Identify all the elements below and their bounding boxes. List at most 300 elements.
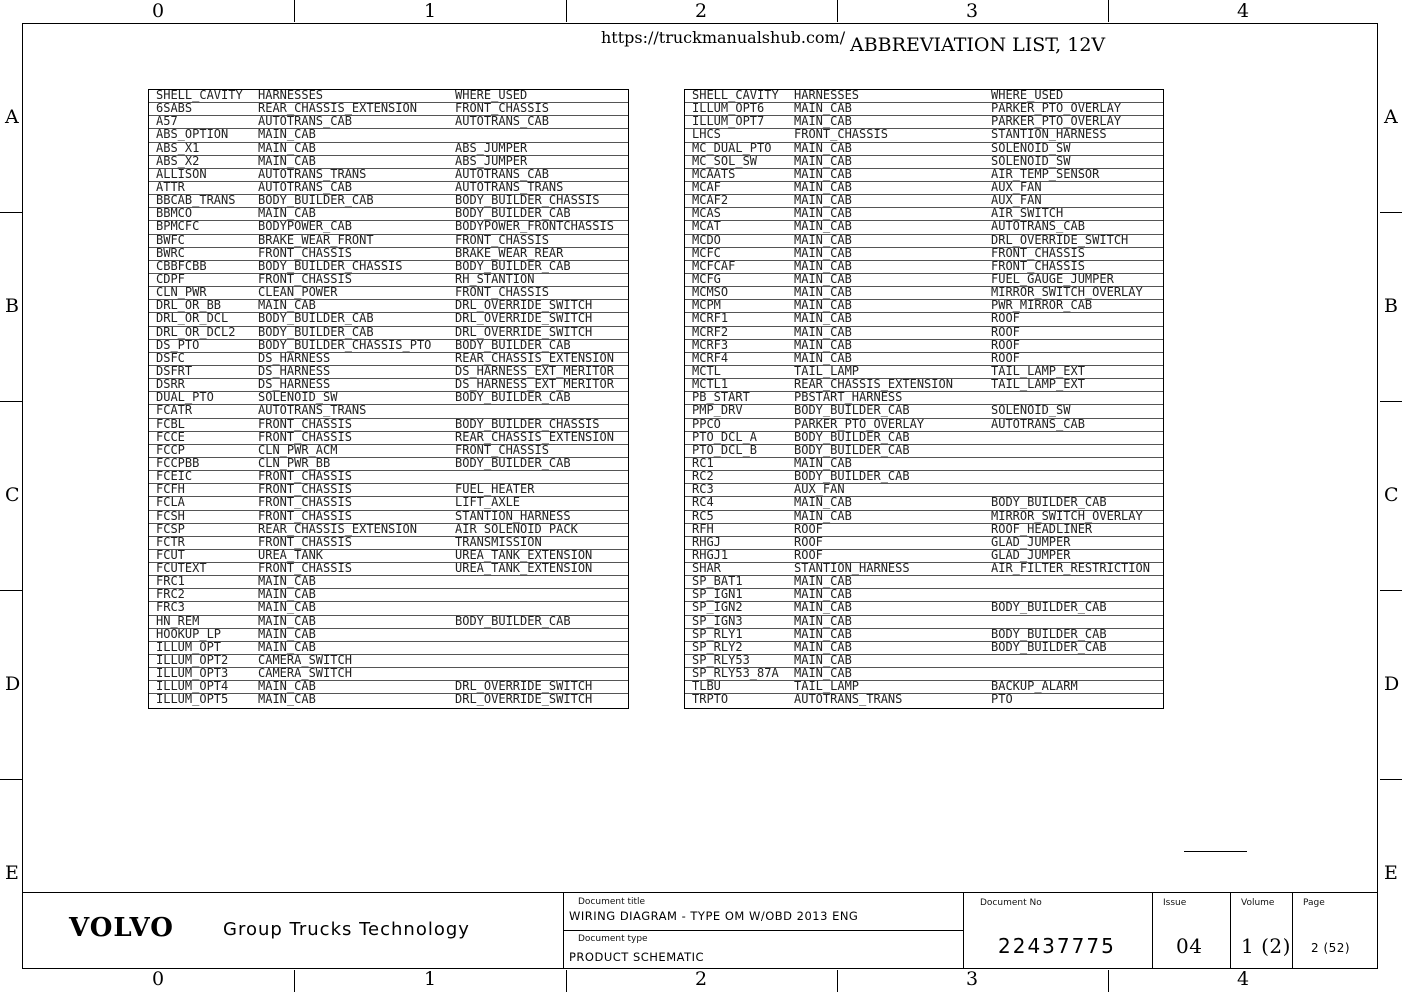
harness-cell: MAIN_CAB (794, 639, 852, 654)
volume: 1 (2) (1241, 934, 1291, 958)
shell-cavity-cell: MCAF2 (692, 193, 729, 208)
where-used-cell: STANTION_HARNESS (991, 127, 1107, 142)
where-used-cell: BRAKE_WEAR_REAR (455, 245, 564, 260)
where-used-cell: ABS_JUMPER (455, 153, 528, 168)
shell-cavity-cell: FCBL (156, 416, 185, 431)
row-label-right: A (1384, 106, 1398, 128)
shell-cavity-cell: DRL_OR_DCL (156, 311, 229, 326)
shell-cavity-cell: ILLUM_OPT3 (156, 666, 229, 681)
column-label-bottom: 2 (695, 968, 708, 990)
where-used-cell: FRONT_CHASSIS (455, 101, 549, 116)
harness-cell: MAIN_CAB (794, 285, 852, 300)
shell-cavity-cell: BBCAB_TRANS (156, 193, 236, 208)
shell-cavity-cell: SP_IGN1 (692, 587, 743, 602)
harness-cell: MAIN_CAB (258, 613, 316, 628)
zone-divider (0, 590, 22, 591)
shell-cavity-cell: MCRF4 (692, 350, 729, 365)
shell-cavity-cell: SP_IGN2 (692, 600, 743, 615)
issue-cell (1152, 893, 1230, 969)
shell-cavity-cell: TRPTO (692, 692, 729, 707)
where-used-cell: FUEL_HEATER (455, 482, 535, 497)
where-used-cell: PARKER_PTO_OVERLAY (991, 114, 1122, 129)
harness-cell: FRONT_CHASSIS (258, 482, 352, 497)
harness-cell: MAIN_CAB (794, 508, 852, 523)
shell-cavity-cell: FCSP (156, 521, 185, 536)
shell-cavity-cell: FCFH (156, 482, 185, 497)
where-used-cell: DRL_OVERRIDE_SWITCH (455, 692, 593, 707)
where-used-cell: AUTOTRANS_CAB (455, 114, 549, 129)
table-row (149, 221, 628, 234)
harness-cell: MAIN_CAB (258, 206, 316, 221)
where-used-cell: UREA_TANK_EXTENSION (455, 561, 593, 576)
shell-cavity-cell: MCMSO (692, 285, 729, 300)
where-used-cell: FRONT_CHASSIS (455, 285, 549, 300)
shell-cavity-cell: MCRF3 (692, 337, 729, 352)
harness-cell: MAIN_CAB (258, 626, 316, 641)
shell-cavity-cell: ILLUM_OPT4 (156, 679, 229, 694)
where-used-cell: AUTOTRANS_CAB (991, 416, 1085, 431)
harness-cell: MAIN_CAB (794, 324, 852, 339)
table-row (149, 153, 628, 169)
zone-divider (566, 970, 567, 992)
table-row (149, 271, 628, 287)
harness-cell: AUTOTRANS_TRANS (258, 166, 367, 181)
zone-divider (294, 970, 295, 992)
table-row (685, 379, 1163, 392)
shell-cavity-cell: SP_RLY2 (692, 639, 743, 654)
zone-divider (0, 212, 22, 213)
where-used-cell: BODY_BUILDER_CAB (991, 639, 1107, 654)
zone-divider (1108, 0, 1109, 22)
shell-cavity-cell: RFH (692, 521, 714, 536)
table-row (685, 313, 1163, 326)
shell-cavity-cell: ILLUM_OPT (156, 639, 222, 654)
shell-cavity-cell: PTO_DCL_B (692, 442, 758, 457)
zone-divider (1380, 212, 1402, 213)
where-used-cell: AUTOTRANS_CAB (991, 219, 1085, 234)
issue-label: Issue (1163, 898, 1187, 908)
row-label-right: D (1384, 673, 1400, 695)
shell-cavity-cell: RHGJ1 (692, 547, 729, 562)
table-row (149, 129, 628, 142)
harness-cell: REAR_CHASSIS_EXTENSION (794, 377, 953, 392)
shell-cavity-cell: PPCO (692, 416, 721, 431)
table-row (149, 455, 628, 471)
table-row (149, 484, 628, 497)
harness-cell: MAIN_CAB (794, 245, 852, 260)
where-used-cell: FRONT_CHASSIS (991, 245, 1085, 260)
shell-cavity-cell: MCAT (692, 219, 721, 234)
harness-cell: MAIN_CAB (258, 679, 316, 694)
row-label-right: C (1384, 484, 1399, 506)
harness-cell: MAIN_CAB (794, 140, 852, 155)
shell-cavity-cell: SP_IGN3 (692, 613, 743, 628)
where-used-cell: AIR_SWITCH (991, 206, 1064, 221)
doc-no-label: Document No (980, 898, 1042, 908)
where-used-cell: DRL_OVERRIDE_SWITCH (455, 298, 593, 313)
shell-cavity-cell: DUAL_PTO (156, 390, 214, 405)
harness-cell: MAIN_CAB (794, 653, 852, 668)
zone-divider (837, 0, 838, 22)
row-label-right: B (1384, 295, 1398, 317)
where-used-cell: BODY_BUILDER_CAB (455, 258, 571, 273)
shell-cavity-cell: MCPM (692, 298, 721, 313)
shell-cavity-cell: FRC1 (156, 574, 185, 589)
where-used-cell: PARKER_PTO_OVERLAY (991, 101, 1122, 116)
where-used-cell: AUX_FAN (991, 193, 1042, 208)
zone-divider (294, 0, 295, 22)
table-row (685, 681, 1163, 694)
harness-cell: BODY_BUILDER_CHASSIS (258, 258, 403, 273)
harness-cell: MAIN_CAB (258, 692, 316, 707)
harness-cell: MAIN_CAB (794, 219, 852, 234)
table-row (685, 232, 1163, 248)
where-used-cell: DS_HARNESS_EXT_MERITOR (455, 377, 614, 392)
shell-cavity-cell: 6SABS (156, 101, 193, 116)
table-row (149, 694, 628, 707)
shell-cavity-cell: CBBFCBB (156, 258, 207, 273)
where-used-cell: BODY_BUILDER_CAB (455, 455, 571, 470)
table-row (685, 694, 1163, 707)
table-row (685, 350, 1163, 366)
shell-cavity-cell: SHELL_CAVITY (692, 88, 779, 102)
issue: 04 (1176, 934, 1203, 958)
row-label-left: E (5, 862, 19, 884)
column-label-top: 3 (966, 0, 979, 22)
harness-cell: ROOF (794, 547, 823, 562)
shell-cavity-cell: MCTL1 (692, 377, 729, 392)
table-row (685, 602, 1163, 615)
where-used-cell: TAIL_LAMP_EXT (991, 363, 1085, 378)
shell-cavity-cell: ILLUM_OPT2 (156, 653, 229, 668)
doc-no-cell (963, 893, 1152, 969)
where-used-cell: ABS_JUMPER (455, 140, 528, 155)
column-label-top: 1 (424, 0, 437, 22)
shell-cavity-cell: FCUTEXT (156, 561, 207, 576)
shell-cavity-cell: A57 (156, 114, 178, 129)
table-row (685, 195, 1163, 208)
where-used-cell: DRL_OVERRIDE_SWITCH (455, 324, 593, 339)
harness-cell: BODY_BUILDER_CAB (794, 469, 910, 484)
harness-cell: FRONT_CHASSIS (258, 561, 352, 576)
zone-divider (1380, 590, 1402, 591)
shell-cavity-cell: RC2 (692, 469, 714, 484)
harness-cell: MAIN_CAB (794, 311, 852, 326)
row-label-left: C (5, 484, 20, 506)
shell-cavity-cell: MCFC (692, 245, 721, 260)
where-used-cell: FRONT_CHASSIS (455, 442, 549, 457)
abbreviation-table-left (148, 89, 629, 709)
column-label-top: 4 (1237, 0, 1250, 22)
harness-cell: MAIN_CAB (794, 206, 852, 221)
harness-cell: ROOF (794, 534, 823, 549)
harness-cell: BODY_BUILDER_CAB (794, 429, 910, 444)
row-label-left: D (5, 673, 21, 695)
doc-type-cell (563, 931, 963, 969)
shell-cavity-cell: BBMCO (156, 206, 193, 221)
harness-cell: MAIN_CAB (794, 179, 852, 194)
table-row (685, 471, 1163, 484)
harness-cell: MAIN_CAB (794, 298, 852, 313)
shell-cavity-cell: ILLUM_OPT7 (692, 114, 765, 129)
shell-cavity-cell: DRL_OR_BB (156, 298, 222, 313)
shell-cavity-cell: RC4 (692, 495, 714, 510)
table-row (149, 589, 628, 602)
harness-cell: FRONT_CHASSIS (258, 416, 352, 431)
harness-cell: CAMERA_SWITCH (258, 666, 352, 681)
shell-cavity-cell: PB_START (692, 390, 750, 405)
volume-cell (1230, 893, 1292, 969)
harness-cell: FRONT_CHASSIS (258, 534, 352, 549)
table-row (685, 324, 1163, 340)
zone-divider (0, 779, 22, 780)
harness-cell: CLN_PWR_ACM (258, 442, 338, 457)
where-used-cell: GLAD_JUMPER (991, 534, 1071, 549)
table-row (685, 563, 1163, 576)
table-row (685, 668, 1163, 681)
harness-cell: UREA_TANK (258, 547, 324, 562)
where-used-cell: BODY_BUILDER_CAB (991, 600, 1107, 615)
where-used-cell: FUEL_GAUGE_JUMPER (991, 271, 1114, 286)
shell-cavity-cell: PMP_DRV (692, 403, 743, 418)
harness-cell: FRONT_CHASSIS (258, 469, 352, 484)
source-url[interactable]: https://truckmanualshub.com/ (601, 28, 846, 47)
table-row (149, 576, 628, 589)
where-used-cell: PWR_MIRROR_CAB (991, 298, 1093, 313)
harness-cell: BODY_BUILDER_CAB (794, 403, 910, 418)
harness-cell: MAIN_CAB (258, 639, 316, 654)
doc-title: WIRING DIAGRAM - TYPE OM W/OBD 2013 ENG (569, 909, 859, 923)
where-used-cell: PTO (991, 692, 1013, 707)
column-label-bottom: 1 (424, 968, 437, 990)
volvo-logo: VOLVO (69, 913, 174, 943)
shell-cavity-cell: MCFG (692, 271, 721, 286)
harness-cell: TAIL_LAMP (794, 363, 860, 378)
shell-cavity-cell: ATTR (156, 179, 185, 194)
shell-cavity-cell: BPMCFC (156, 219, 200, 234)
shell-cavity-cell: FCATR (156, 403, 193, 418)
shell-cavity-cell: RC1 (692, 455, 714, 470)
harness-cell: FRONT_CHASSIS (258, 271, 352, 286)
zone-divider (837, 970, 838, 992)
shell-cavity-cell: MCDO (692, 232, 721, 247)
shell-cavity-cell: DRL_OR_DCL2 (156, 324, 236, 339)
harness-cell: DS_HARNESS (258, 363, 331, 378)
where-used-cell: AUTOTRANS_CAB (455, 166, 549, 181)
where-used-cell: REAR_CHASSIS_EXTENSION (455, 350, 614, 365)
harness-cell: CAMERA_SWITCH (258, 653, 352, 668)
doc-title-cell (563, 893, 963, 931)
harness-cell: HARNESSES (794, 88, 860, 102)
doc-title-label: Document title (578, 897, 646, 907)
table-row (149, 392, 628, 405)
shell-cavity-cell: FCUT (156, 547, 185, 562)
doc-no: 22437775 (998, 934, 1116, 958)
harness-cell: FRONT_CHASSIS (258, 495, 352, 510)
zone-divider (0, 401, 22, 402)
harness-cell: BODY_BUILDER_CAB (258, 193, 374, 208)
harness-cell: MAIN_CAB (794, 153, 852, 168)
table-row (685, 392, 1163, 405)
harness-cell: MAIN_CAB (258, 127, 316, 142)
table-row (685, 300, 1163, 313)
zone-divider (566, 0, 567, 22)
shell-cavity-cell: PTO_DCL_A (692, 429, 758, 444)
where-used-cell: STANTION_HARNESS (455, 508, 571, 523)
harness-cell: CLN_PWR_BB (258, 455, 331, 470)
harness-cell: MAIN_CAB (794, 350, 852, 365)
harness-cell: MAIN_CAB (794, 271, 852, 286)
signature-line (1184, 851, 1247, 852)
harness-cell: MAIN_CAB (794, 613, 852, 628)
table-row (149, 103, 628, 116)
shell-cavity-cell: FCEIC (156, 469, 193, 484)
harness-cell: MAIN_CAB (794, 574, 852, 589)
shell-cavity-cell: CLN_PWR (156, 285, 207, 300)
shell-cavity-cell: SHELL_CAVITY (156, 88, 243, 102)
where-used-cell: TAIL_LAMP_EXT (991, 377, 1085, 392)
shell-cavity-cell: FCCPBB (156, 455, 200, 470)
harness-cell: ROOF (794, 521, 823, 536)
harness-cell: MAIN_CAB (794, 455, 852, 470)
doc-type: PRODUCT SCHEMATIC (569, 950, 705, 964)
table-row (149, 258, 628, 274)
where-used-cell: BODYPOWER_FRONTCHASSIS (455, 219, 614, 234)
where-used-cell: ROOF (991, 311, 1020, 326)
harness-cell: REAR_CHASSIS_EXTENSION (258, 101, 417, 116)
where-used-cell: BODY_BUILDER_CAB (455, 337, 571, 352)
harness-cell: MAIN_CAB (794, 101, 852, 116)
shell-cavity-cell: RC5 (692, 508, 714, 523)
harness-cell: PBSTART_HARNESS (794, 390, 903, 405)
where-used-cell: BODY_BUILDER_CAB (991, 495, 1107, 510)
harness-cell: MAIN_CAB (794, 337, 852, 352)
shell-cavity-cell: SHAR (692, 561, 721, 576)
harness-cell: MAIN_CAB (794, 600, 852, 615)
table-row (685, 179, 1163, 195)
volume-label: Volume (1241, 898, 1275, 908)
shell-cavity-cell: SP_RLY53 (692, 653, 750, 668)
shell-cavity-cell: BWRC (156, 245, 185, 260)
sheet-title: ABBREVIATION LIST, 12V (850, 34, 1106, 56)
shell-cavity-cell: ALLISON (156, 166, 207, 181)
row-label-left: B (5, 295, 19, 317)
where-used-cell: REAR_CHASSIS_EXTENSION (455, 429, 614, 444)
harness-cell: AUTOTRANS_CAB (258, 179, 352, 194)
where-used-cell: DRL_OVERRIDE_SWITCH (991, 232, 1129, 247)
harness-cell: BODY_BUILDER_CAB (258, 311, 374, 326)
doc-type-label: Document type (578, 934, 648, 944)
harness-cell: MAIN_CAB (794, 258, 852, 273)
harness-cell: AUTOTRANS_TRANS (258, 403, 367, 418)
shell-cavity-cell: DS_PTO (156, 337, 200, 352)
shell-cavity-cell: FCSH (156, 508, 185, 523)
where-used-cell: GLAD_JUMPER (991, 547, 1071, 562)
shell-cavity-cell: SP_BAT1 (692, 574, 743, 589)
harness-cell: BODY_BUILDER_CAB (794, 442, 910, 457)
shell-cavity-cell: MCRF2 (692, 324, 729, 339)
table-row (685, 337, 1163, 353)
shell-cavity-cell: RHGJ (692, 534, 721, 549)
harness-cell: AUTOTRANS_CAB (258, 114, 352, 129)
where-used-cell: AIR SOLENOID PACK (455, 521, 578, 536)
where-used-cell: BODY_BUILDER_CAB (455, 390, 571, 405)
where-used-cell: AUTOTRANS_TRANS (455, 179, 564, 194)
harness-cell: MAIN_CAB (794, 114, 852, 129)
shell-cavity-cell: ABS_X2 (156, 153, 200, 168)
where-used-cell: WHERE_USED (455, 88, 528, 102)
where-used-cell: AIR_FILTER_RESTRICTION (991, 561, 1150, 576)
page-cell (1292, 893, 1377, 969)
harness-cell: MAIN_CAB (794, 193, 852, 208)
abbreviation-table-right (684, 89, 1164, 709)
table-row (685, 534, 1163, 550)
harness-cell: MAIN_CAB (258, 600, 316, 615)
shell-cavity-cell: MCAF (692, 179, 721, 194)
harness-cell: MAIN_CAB (794, 495, 852, 510)
shell-cavity-cell: HOOKUP_LP (156, 626, 222, 641)
shell-cavity-cell: BWFC (156, 232, 185, 247)
zone-divider (1380, 779, 1402, 780)
harness-cell: FRONT_CHASSIS (258, 245, 352, 260)
where-used-cell: AIR_TEMP_SENSOR (991, 166, 1100, 181)
harness-cell: MAIN_CAB (258, 574, 316, 589)
where-used-cell: MIRROR_SWITCH_OVERLAY (991, 508, 1143, 523)
where-used-cell: FRONT_CHASSIS (991, 258, 1085, 273)
harness-cell: DS_HARNESS (258, 377, 331, 392)
column-label-bottom: 3 (966, 968, 979, 990)
table-row (685, 576, 1163, 589)
shell-cavity-cell: MCAATS (692, 166, 736, 181)
table-row (685, 455, 1163, 471)
harness-cell: PARKER_PTO_OVERLAY (794, 416, 925, 431)
where-used-cell: TRANSMISSION (455, 534, 542, 549)
table-row (685, 208, 1163, 221)
where-used-cell: ROOF (991, 350, 1020, 365)
table-row (685, 521, 1163, 537)
harness-cell: AUTOTRANS_TRANS (794, 692, 903, 707)
harness-cell: BODY_BUILDER_CAB (258, 324, 374, 339)
where-used-cell: ROOF (991, 324, 1020, 339)
harness-cell: TAIL_LAMP (794, 679, 860, 694)
shell-cavity-cell: ILLUM_OPT6 (692, 101, 765, 116)
harness-cell: MAIN_CAB (258, 298, 316, 313)
harness-cell: FRONT_CHASSIS (258, 508, 352, 523)
table-row (149, 521, 628, 537)
where-used-cell: LIFT_AXLE (455, 495, 521, 510)
page-label: Page (1303, 898, 1325, 908)
harness-cell: FRONT_CHASSIS (258, 429, 352, 444)
shell-cavity-cell: SP_RLY1 (692, 626, 743, 641)
shell-cavity-cell: FCTR (156, 534, 185, 549)
harness-cell: CLEAN_POWER (258, 285, 338, 300)
shell-cavity-cell: FRC3 (156, 600, 185, 615)
table-row (149, 563, 628, 576)
where-used-cell: ROOF (991, 337, 1020, 352)
table-row (685, 166, 1163, 182)
shell-cavity-cell: DSRR (156, 377, 185, 392)
where-used-cell: SOLENOID_SW (991, 403, 1071, 418)
shell-cavity-cell: MC_DUAL_PTO (692, 140, 772, 155)
shell-cavity-cell: ABS_OPTION (156, 127, 229, 142)
page-number: 2 (52) (1311, 941, 1351, 955)
harness-cell: BODY_BUILDER_CHASSIS_PTO (258, 337, 432, 352)
where-used-cell: AUX_FAN (991, 179, 1042, 194)
shell-cavity-cell: LHCS (692, 127, 721, 142)
shell-cavity-cell: ABS_X1 (156, 140, 200, 155)
shell-cavity-cell: DSFC (156, 350, 185, 365)
shell-cavity-cell: FCLA (156, 495, 185, 510)
